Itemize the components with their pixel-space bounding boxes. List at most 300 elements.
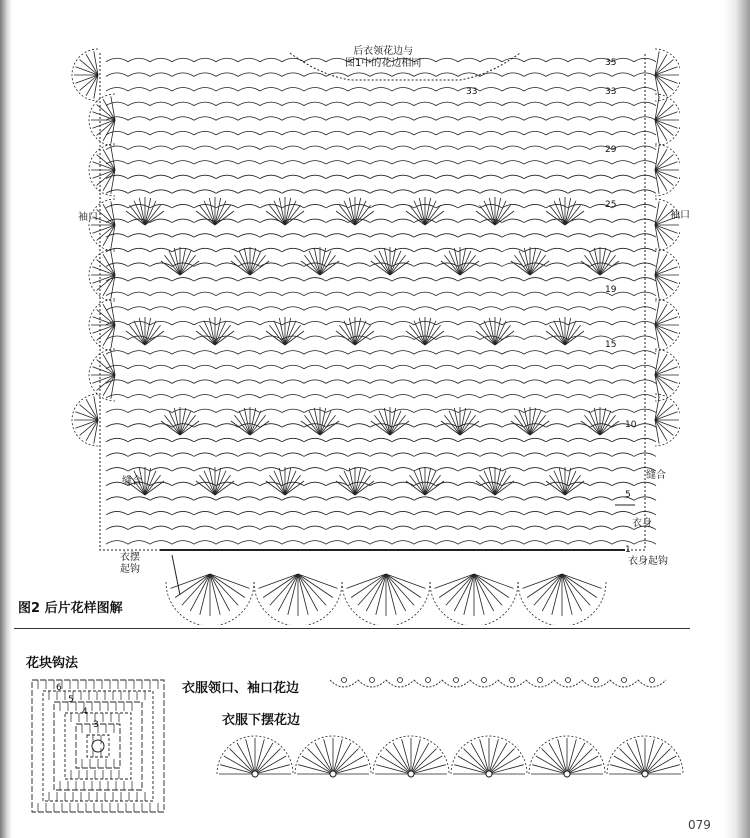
chain-loop [546,453,568,457]
picot [510,678,515,683]
chain-loop [172,394,194,398]
sleeve-scallop-stitch [92,325,115,333]
chain-loop [590,336,612,340]
chain-loop [216,292,238,296]
chain-loop [326,438,348,442]
neck-edging-loop [470,680,498,687]
chain-loop [216,234,238,238]
chain-loop [414,263,436,267]
chain-loop [612,307,634,311]
chain-loop [568,541,590,545]
chain-loop [612,102,634,106]
chain-loop [106,394,128,398]
chain-loop [106,219,128,223]
chain-loop [194,526,216,530]
chain-loop [414,175,436,179]
chain-loop [216,394,238,398]
chain-loop [194,394,216,398]
chain-loop [458,409,480,413]
sleeve-scallop-stitch [92,375,115,383]
chain-loop [150,219,172,223]
figure-caption: 图2 后片花样图解 [18,601,123,616]
chain-loop [546,511,568,514]
chain-loop [590,526,612,530]
chain-loop [304,351,326,355]
chain-loop [216,131,238,135]
chain-loop [326,482,348,486]
chain-loop [348,541,370,545]
chain-loop [414,453,436,457]
chain-loop [524,453,546,457]
chain-loop [282,234,304,238]
chain-loop [524,380,546,384]
chain-loop [370,380,392,384]
hem-edging-ring [252,771,258,777]
chain-loop [326,131,348,135]
chain-loop [480,190,502,194]
chain-loop [238,321,260,325]
chain-loop [172,351,194,355]
chain-loop [348,263,370,267]
chain-loop [436,453,458,457]
chain-loop [194,468,216,472]
chain-loop [326,190,348,194]
chain-loop [392,88,414,92]
chain-loop [480,234,502,238]
chain-loop [458,321,480,325]
chain-loop [282,58,304,62]
sleeve-scallop-stitch [655,155,673,170]
chain-loop [436,146,458,150]
chain-loop [546,131,568,135]
row-number: 25 [605,200,617,210]
chain-loop [106,541,128,545]
chain-loop [260,526,282,530]
chain-loop [282,161,304,165]
chain-loop [480,438,502,442]
chain-loop [436,482,458,486]
chain-loop [458,424,480,428]
chain-loop [216,278,238,282]
chain-loop [568,278,590,282]
chain-loop [612,380,634,384]
chain-loop [546,307,568,311]
chain-loop [546,351,568,355]
chain-loop [524,117,546,121]
chain-loop [348,190,370,194]
chain-loop [106,161,128,165]
chain-loop [480,292,502,296]
sleeve-scallop-stitch [97,375,115,390]
chain-loop [282,453,304,457]
chain-loop [194,146,216,150]
sleeve-scallop-stitch [655,325,673,340]
chain-loop [480,424,502,428]
chain-loop [546,380,568,384]
section-divider [14,628,690,629]
chain-loop [436,511,458,514]
chain-loop [282,511,304,514]
chain-loop [370,497,392,501]
chain-loop [172,175,194,179]
chain-loop [370,453,392,457]
chain-loop [414,497,436,501]
chain-loop [194,424,216,428]
chain-loop [502,541,524,545]
chain-loop [172,278,194,282]
chain-loop [106,307,128,311]
chain-loop [502,380,524,384]
chain-loop [348,380,370,384]
chain-loop [458,204,480,208]
chain-loop [568,248,590,252]
chain-loop [546,234,568,238]
chain-loop [414,190,436,194]
chain-loop [546,409,568,413]
chain-loop [326,234,348,238]
sleeve-scallop-stitch [655,60,673,75]
chain-loop [348,409,370,413]
row-number: 29 [605,145,617,155]
chain-loop [612,351,634,355]
chain-loop [392,161,414,165]
chain-loop [546,73,568,77]
chain-loop [524,468,546,472]
chain-loop [128,73,150,77]
sleeve-scallop-stitch [655,67,678,75]
chain-loop [348,526,370,530]
chain-loop [568,307,590,311]
chain-loop [524,292,546,296]
chain-loop [282,131,304,135]
chain-loop [436,102,458,106]
chain-loop [546,292,568,296]
chain-loop [238,380,260,384]
chain-loop [436,438,458,442]
chain-loop [238,58,260,62]
chain-loop [194,438,216,442]
chain-loop [612,321,634,325]
chain-loop [348,453,370,457]
chain-loop [150,468,172,472]
chain-loop [106,88,128,92]
chain-loop [458,102,480,106]
chain-loop [458,278,480,282]
chain-loop [238,351,260,355]
chain-loop [458,380,480,384]
sleeve-scallop-stitch [92,112,115,120]
chain-loop [172,497,194,501]
chain-loop [568,380,590,384]
chain-loop [370,424,392,428]
chain-loop [348,482,370,486]
chain-loop [502,175,524,179]
chain-loop [326,394,348,398]
chain-loop [348,497,370,501]
chain-loop [502,117,524,121]
chain-loop [128,453,150,457]
chain-loop [436,219,458,223]
chain-loop [370,102,392,106]
chain-loop [502,482,524,486]
chain-loop [282,351,304,355]
chain-loop [106,190,128,194]
chain-loop [480,541,502,545]
chain-loop [194,190,216,194]
chain-loop [392,292,414,296]
ring-number: 6 [56,683,62,693]
chain-loop [260,453,282,457]
chain-loop [260,248,282,252]
chain-loop [106,409,128,413]
chain-loop [304,438,326,442]
chain-loop [326,161,348,165]
chain-loop [348,146,370,150]
picot [370,678,375,683]
chain-loop [238,204,260,208]
chart-outline [100,53,645,550]
chain-loop [458,117,480,121]
chain-loop [128,88,150,92]
chain-loop [370,292,392,296]
chain-loop [304,73,326,77]
scan-shadow-right [724,0,750,838]
chain-loop [128,102,150,106]
ring-number: 4 [82,707,88,717]
chain-loop [238,146,260,150]
chain-loop [502,351,524,355]
chain-loop [370,409,392,413]
chain-loop [590,453,612,457]
chain-loop [150,351,172,355]
chain-loop [458,234,480,238]
chain-loop [436,541,458,545]
seam-label-right: 缝合 [646,470,666,481]
neck-edging-note: 后衣领花边与 图1中的花边相同 [345,46,422,69]
chain-loop [238,102,260,106]
chain-loop [436,468,458,472]
chain-loop [392,468,414,472]
chain-loop [216,380,238,384]
picot [398,678,403,683]
chain-loop [502,438,524,442]
chain-loop [260,365,282,369]
chain-loop [128,161,150,165]
chain-loop [260,497,282,501]
chain-loop [238,292,260,296]
chain-loop [348,424,370,428]
sleeve-scallop-stitch [92,170,115,178]
chain-loop [128,351,150,355]
chain-loop [370,278,392,282]
chain-loop [458,146,480,150]
chain-loop [282,102,304,106]
chain-loop [612,175,634,179]
chain-loop [150,102,172,106]
chain-loop [128,380,150,384]
chain-loop [326,526,348,530]
chain-loop [216,541,238,545]
chain-loop [436,58,458,62]
chain-loop [502,73,524,77]
neck-edging-loop [358,680,386,687]
chain-loop [436,292,458,296]
chain-loop [326,175,348,179]
sleeve-scallop-stitch [75,67,98,75]
chain-loop [194,541,216,545]
chain-loop [480,511,502,514]
chain-loop [172,88,194,92]
chain-loop [150,73,172,77]
chain-loop [568,190,590,194]
chain-loop [590,365,612,369]
chain-loop [260,146,282,150]
motif-ring [43,691,153,801]
chain-loop [546,263,568,267]
sleeve-scallop-stitch [655,325,678,333]
chain-loop [392,321,414,325]
chain-loop [414,351,436,355]
chain-loop [106,58,128,62]
chain-loop [150,161,172,165]
chain-loop [568,351,590,355]
chain-loop [590,321,612,325]
chain-loop [612,511,634,514]
sleeve-scallop-stitch [97,170,115,185]
chain-loop [502,468,524,472]
picot [622,678,627,683]
chain-loop [590,380,612,384]
chain-loop [392,482,414,486]
chain-loop [216,102,238,106]
hem-fan-stitch [435,574,474,588]
sleeve-scallop-stitch [92,275,115,283]
chain-loop [304,204,326,208]
chain-loop [260,438,282,442]
chain-loop [238,175,260,179]
chain-loop [568,497,590,501]
chain-loop [326,380,348,384]
chain-loop [458,438,480,442]
chain-loop [524,394,546,398]
chain-loop [414,234,436,238]
chain-loop [238,88,260,92]
chain-loop [194,278,216,282]
picot [426,678,431,683]
chain-loop [260,190,282,194]
chain-loop [458,219,480,223]
chain-loop [106,526,128,530]
ring-number: 5 [68,695,74,705]
page-number: 079 [688,818,711,832]
hem-edging-label: 衣服下摆花边 [222,713,301,728]
chain-loop [326,73,348,77]
chain-loop [370,161,392,165]
chain-loop [458,161,480,165]
hem-fan-stitch [386,574,425,588]
hem-edging-chart [215,730,685,780]
chain-loop [524,175,546,179]
chain-loop [612,73,634,77]
sleeve-scallop-stitch [655,225,673,240]
hem-fan-stitch [298,574,337,588]
chain-loop [502,292,524,296]
chain-loop [282,88,304,92]
chain-loop [260,102,282,106]
chain-loop [326,307,348,311]
chain-loop [502,234,524,238]
chain-loop [612,468,634,472]
chain-loop [480,497,502,501]
chain-loop [150,278,172,282]
chain-loop [524,438,546,442]
chain-loop [590,409,612,413]
chain-loop [128,263,150,267]
sleeve-scallop-stitch [655,105,673,120]
chain-loop [238,526,260,530]
chain-loop [106,351,128,355]
chain-loop [612,161,634,165]
sleeve-scallop-stitch [75,420,98,428]
chain-loop [304,234,326,238]
chain-loop [194,88,216,92]
chain-loop [370,88,392,92]
chain-loop [436,380,458,384]
chain-loop [480,146,502,150]
sleeve-scallop-stitch [75,412,98,420]
chain-loop [260,131,282,135]
chain-loop [304,88,326,92]
picot [482,678,487,683]
chain-loop [524,161,546,165]
chain-loop [326,292,348,296]
chain-loop [304,278,326,282]
chain-loop [524,131,546,135]
chain-loop [414,438,436,442]
scan-shadow-left [0,0,12,838]
neck-edging-loop [414,680,442,687]
chain-loop [590,161,612,165]
chain-loop [238,278,260,282]
chain-loop [128,146,150,150]
chain-loop [304,175,326,179]
picot [342,678,347,683]
chain-loop [304,541,326,545]
sleeve-scallop-stitch [655,170,673,185]
chain-loop [128,497,150,501]
sleeve-scallop-stitch [655,120,678,128]
sleeve-scallop-stitch [97,325,115,340]
chain-loop [238,219,260,223]
chain-loop [502,424,524,428]
sleeve-scallop-stitch [97,275,115,290]
chain-loop [546,161,568,165]
chain-loop [172,131,194,135]
chain-loop [326,102,348,106]
picot [594,678,599,683]
chain-loop [436,278,458,282]
chain-loop [282,438,304,442]
chain-loop [282,497,304,501]
chain-loop [282,394,304,398]
chain-loop [568,453,590,457]
chain-loop [150,234,172,238]
chain-loop [590,117,612,121]
chain-loop [480,453,502,457]
chain-loop [194,234,216,238]
chain-loop [106,73,128,77]
chain-loop [546,58,568,62]
